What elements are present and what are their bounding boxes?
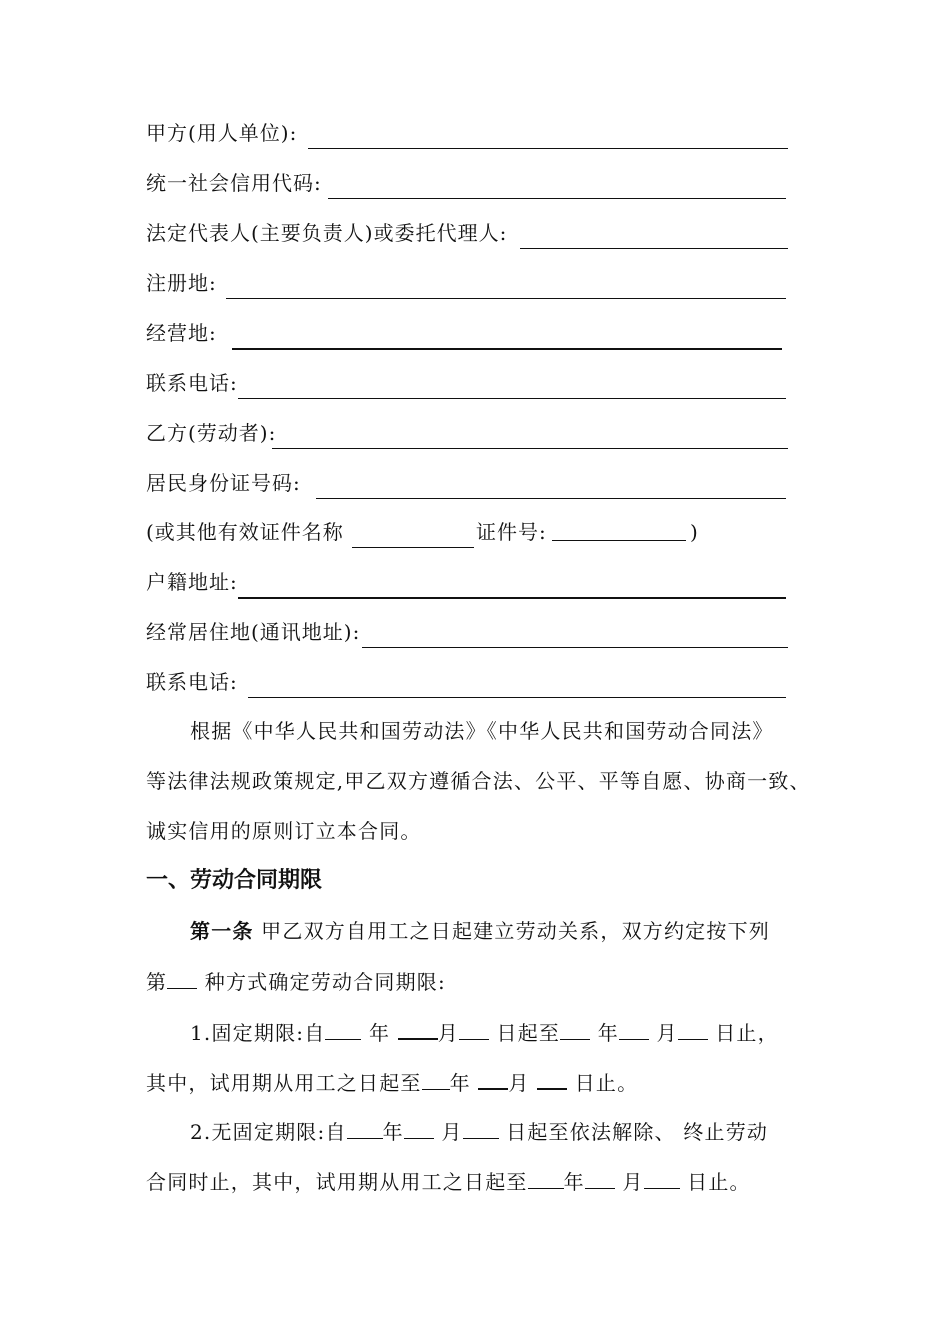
article-1-l2-text: 种方式确定劳动合同期限: <box>204 970 446 994</box>
fixed-probation-text: 其中，试用期从用工之日起至 <box>146 1071 422 1095</box>
fixed-term-line-2 <box>146 1066 638 1098</box>
registered-address-label: 注册地: <box>146 271 217 295</box>
open-probation-end-label: 日止。 <box>687 1170 751 1194</box>
fixed-term-prefix: 1.固定期限:自 <box>190 1021 326 1045</box>
employer-label: 甲方(用人单位): <box>146 121 298 145</box>
fixed-probation-day-blank[interactable] <box>537 1066 567 1090</box>
fixed-end-label: 日止， <box>715 1021 779 1045</box>
household-address-label: 户籍地址: <box>146 570 238 594</box>
open-probation-day-blank[interactable] <box>644 1166 680 1189</box>
open-start-day-blank[interactable] <box>463 1116 499 1139</box>
open-start-year-blank[interactable] <box>347 1116 383 1139</box>
id-number-label: 居民身份证号码: <box>146 471 301 495</box>
household-address-field[interactable] <box>238 597 786 599</box>
fixed-start-month-blank[interactable] <box>398 1016 438 1040</box>
fixed-term-line-1 <box>190 1016 779 1048</box>
fixed-end-year-blank[interactable] <box>560 1017 590 1040</box>
article-1-l2-prefix: 第 <box>146 970 168 994</box>
legal-rep-label: 法定代表人(主要负责人)或委托代理人: <box>146 221 508 245</box>
article-1-text: 甲乙双方自用工之日起建立劳动关系，双方约定按下列 <box>261 919 770 943</box>
option-number-blank[interactable] <box>167 966 197 989</box>
registered-address-field[interactable] <box>226 298 786 299</box>
fixed-year2-label: 年 <box>597 1021 619 1045</box>
preamble-line-2: 等法律法规政策规定,甲乙双方遵循合法、公平、平等自愿、协商一致、 <box>146 769 811 793</box>
open-probation-year-label: 年 <box>563 1170 585 1194</box>
residence-field[interactable] <box>362 647 788 648</box>
fixed-probation-year-label: 年 <box>449 1071 471 1095</box>
credit-code-field[interactable] <box>328 198 786 199</box>
residence-label: 经常居住地(通讯地址): <box>146 620 361 644</box>
open-probation-text: 合同时止，其中，试用期从用工之日起至 <box>146 1170 528 1194</box>
open-month-label: 月 <box>441 1120 463 1144</box>
fixed-start-day-blank[interactable] <box>459 1017 489 1040</box>
business-address-label: 经营地: <box>146 321 217 345</box>
employer-phone-label: 联系电话: <box>146 371 238 395</box>
employee-field[interactable] <box>272 448 788 449</box>
other-id-number-label: 证件号: <box>476 520 547 544</box>
open-probation-month-blank[interactable] <box>585 1166 615 1189</box>
open-probation-year-blank[interactable] <box>528 1166 564 1189</box>
article-1-line-1 <box>190 916 770 946</box>
article-1-label: 第一条 <box>190 919 254 943</box>
open-term-line-2 <box>146 1166 751 1197</box>
open-term-line-1 <box>190 1116 768 1147</box>
other-id-prefix: (或其他有效证件名称 <box>146 520 344 544</box>
fixed-probation-month-blank[interactable] <box>478 1066 508 1090</box>
other-id-number-field[interactable] <box>552 540 686 541</box>
open-term-prefix: 2.无固定期限:自 <box>190 1120 347 1144</box>
other-id-suffix: ) <box>690 520 699 544</box>
fixed-month2-label: 月 <box>656 1021 678 1045</box>
preamble-line-3: 诚实信用的原则订立本合同。 <box>146 819 422 843</box>
other-id-name-field[interactable] <box>352 547 474 548</box>
open-start-label: 日起至依法解除、 终止劳动 <box>506 1120 769 1144</box>
employee-phone-field[interactable] <box>248 697 786 698</box>
open-probation-month-label: 月 <box>622 1170 644 1194</box>
id-number-field[interactable] <box>316 498 786 499</box>
credit-code-label: 统一社会信用代码: <box>146 171 322 195</box>
fixed-probation-year-blank[interactable] <box>422 1067 450 1090</box>
legal-rep-field[interactable] <box>520 248 788 249</box>
business-address-field[interactable] <box>232 348 782 350</box>
employer-phone-field[interactable] <box>238 398 786 399</box>
fixed-end-day-blank[interactable] <box>678 1017 708 1040</box>
fixed-year-label: 年 <box>368 1021 391 1045</box>
preamble-line-1: 根据《中华人民共和国劳动法》《中华人民共和国劳动合同法》 <box>190 719 774 743</box>
open-start-month-blank[interactable] <box>404 1116 434 1139</box>
fixed-probation-end-label: 日止。 <box>574 1071 639 1095</box>
section-heading: 一、劳动合同期限 <box>146 868 323 893</box>
employee-label: 乙方(劳动者): <box>146 421 277 445</box>
fixed-start-label: 日起至 <box>496 1021 561 1045</box>
fixed-start-year-blank[interactable] <box>325 1017 361 1040</box>
article-1-line-2 <box>146 966 446 997</box>
fixed-end-month-blank[interactable] <box>619 1017 649 1040</box>
employer-field[interactable] <box>308 148 788 149</box>
employee-phone-label: 联系电话: <box>146 670 238 694</box>
open-year-label: 年 <box>382 1120 404 1144</box>
fixed-probation-month-label: 月 <box>508 1071 530 1095</box>
fixed-month-label: 月 <box>437 1021 459 1045</box>
